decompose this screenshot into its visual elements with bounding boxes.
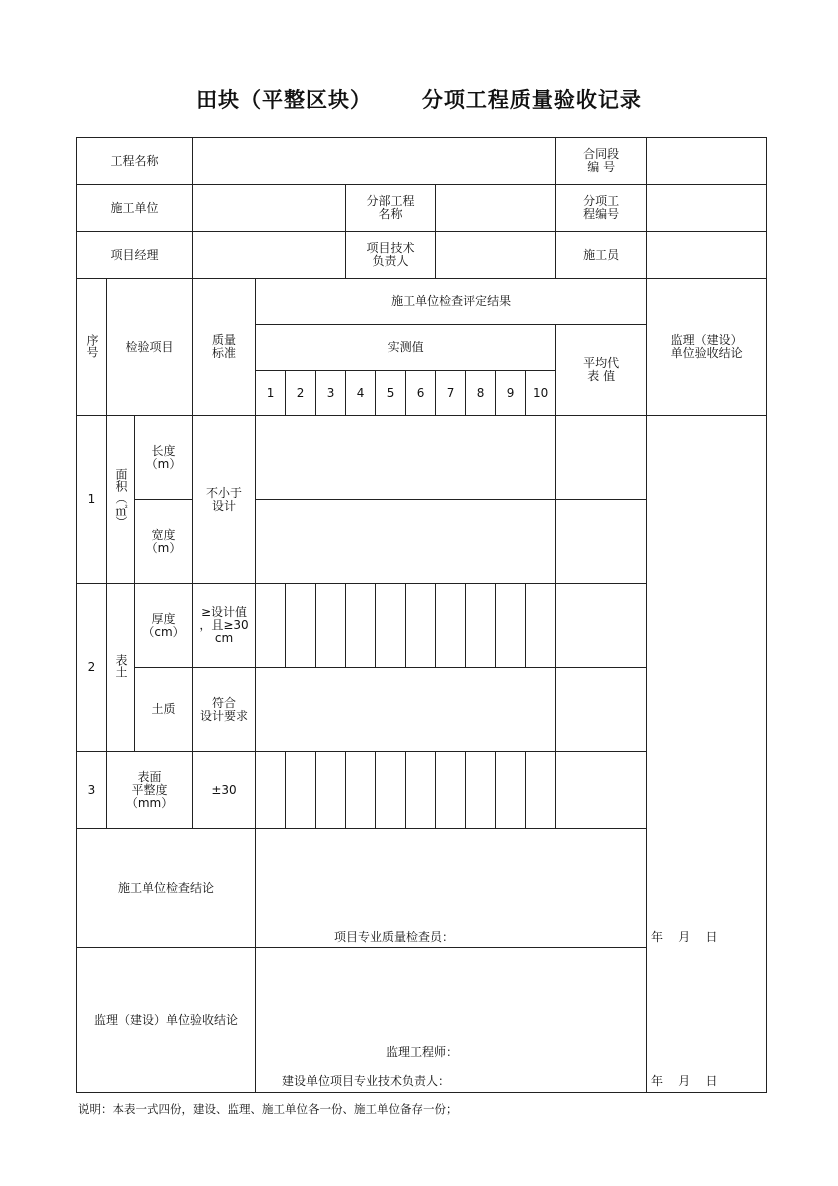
row1-width-measured[interactable] [256, 500, 556, 584]
measure-col-2: 2 [286, 371, 316, 416]
project-manager-value[interactable] [193, 232, 346, 279]
row1-width-label: 宽度 （m） [135, 500, 193, 584]
row3-cell-9[interactable] [496, 752, 526, 829]
row3-cell-7[interactable] [436, 752, 466, 829]
project-name-label: 工程名称 [77, 138, 193, 185]
owner-tech-label: 建设单位项目专业技术负责人： [282, 1074, 451, 1088]
row2-thickness-cell-2[interactable] [286, 584, 316, 668]
row2-group: 表土 [107, 584, 135, 752]
measure-col-7: 7 [436, 371, 466, 416]
supervision-conclusion-label: 监理（建设）单位验收结论 [77, 948, 256, 1093]
item-code-value[interactable] [647, 185, 767, 232]
footnote: 说明：本表一式四份，建设、监理、施工单位各一份、施工单位备存一份； [78, 1102, 458, 1116]
engineer-label: 监理工程师： [386, 1045, 459, 1059]
measure-col-4: 4 [346, 371, 376, 416]
construction-unit-label: 施工单位 [77, 185, 193, 232]
row2-thickness-average[interactable] [556, 584, 647, 668]
row1-group: 面积（㎡） [107, 416, 135, 584]
row3-standard: ±30 [193, 752, 256, 829]
row2-thickness-cell-9[interactable] [496, 584, 526, 668]
item-header: 检验项目 [107, 279, 193, 416]
row2-thickness-cell-6[interactable] [406, 584, 436, 668]
seq-header: 序号 [77, 279, 107, 416]
tech-lead-label: 项目技术 负责人 [346, 232, 436, 279]
row3-number: 3 [77, 752, 107, 829]
constructor-label: 施工员 [556, 232, 647, 279]
row2-soil-label: 土质 [135, 668, 193, 752]
construction-unit-value[interactable] [193, 185, 346, 232]
contract-value[interactable] [647, 138, 767, 185]
row2-thickness-cell-10[interactable] [526, 584, 556, 668]
row3-cell-4[interactable] [346, 752, 376, 829]
row1-length-average[interactable] [556, 416, 647, 500]
measure-col-8: 8 [466, 371, 496, 416]
date-line-2: 年 月 日 [651, 1074, 718, 1088]
measured-header: 实测值 [256, 325, 556, 371]
project-name-value[interactable] [193, 138, 556, 185]
row3-cell-3[interactable] [316, 752, 346, 829]
measure-col-6: 6 [406, 371, 436, 416]
row2-soil-average[interactable] [556, 668, 647, 752]
row2-soil-standard: 符合 设计要求 [193, 668, 256, 752]
row2-thickness-cell-5[interactable] [376, 584, 406, 668]
row3-cell-2[interactable] [286, 752, 316, 829]
eval-result-header: 施工单位检查评定结果 [256, 279, 647, 325]
measure-col-10: 10 [526, 371, 556, 416]
tech-lead-value[interactable] [436, 232, 556, 279]
page-title: 田块（平整区块） 分项工程质量验收记录 [196, 88, 642, 112]
standard-header: 质量 标准 [193, 279, 256, 416]
row2-soil-measured[interactable] [256, 668, 556, 752]
date-line-1: 年 月 日 [651, 930, 718, 944]
supervision-header: 监理（建设） 单位验收结论 [647, 279, 767, 416]
row2-thickness-cell-4[interactable] [346, 584, 376, 668]
row1-length-measured[interactable] [256, 416, 556, 500]
row2-thickness-cell-8[interactable] [466, 584, 496, 668]
row1-width-average[interactable] [556, 500, 647, 584]
measure-col-3: 3 [316, 371, 346, 416]
measure-col-1: 1 [256, 371, 286, 416]
row2-thickness-cell-7[interactable] [436, 584, 466, 668]
row3-cell-10[interactable] [526, 752, 556, 829]
row3-cell-5[interactable] [376, 752, 406, 829]
construction-conclusion-label: 施工单位检查结论 [77, 829, 256, 948]
row1-length-label: 长度 （m） [135, 416, 193, 500]
sub-project-value[interactable] [436, 185, 556, 232]
row2-thickness-label: 厚度 （cm） [135, 584, 193, 668]
row3-cell-1[interactable] [256, 752, 286, 829]
row1-number: 1 [77, 416, 107, 584]
row3-cell-8[interactable] [466, 752, 496, 829]
row3-average[interactable] [556, 752, 647, 829]
inspector-label: 项目专业质量检查员： [334, 930, 455, 944]
row2-thickness-cell-1[interactable] [256, 584, 286, 668]
row2-number: 2 [77, 584, 107, 752]
row1-standard: 不小于 设计 [193, 416, 256, 584]
constructor-value[interactable] [647, 232, 767, 279]
measure-col-9: 9 [496, 371, 526, 416]
row2-thickness-cell-3[interactable] [316, 584, 346, 668]
quality-acceptance-table [76, 137, 767, 1093]
row3-cell-6[interactable] [406, 752, 436, 829]
contract-label: 合同段 编 号 [556, 138, 647, 185]
sub-project-label: 分部工程 名称 [346, 185, 436, 232]
average-header: 平均代 表 值 [556, 325, 647, 416]
item-code-label: 分项工 程编号 [556, 185, 647, 232]
project-manager-label: 项目经理 [77, 232, 193, 279]
row3-item-label: 表面 平整度 （mm） [107, 752, 193, 829]
row2-thickness-standard: ≥设计值 ，且≥30 cm [193, 584, 256, 668]
supervision-conclusion-entry[interactable] [256, 948, 767, 1093]
measure-col-5: 5 [376, 371, 406, 416]
